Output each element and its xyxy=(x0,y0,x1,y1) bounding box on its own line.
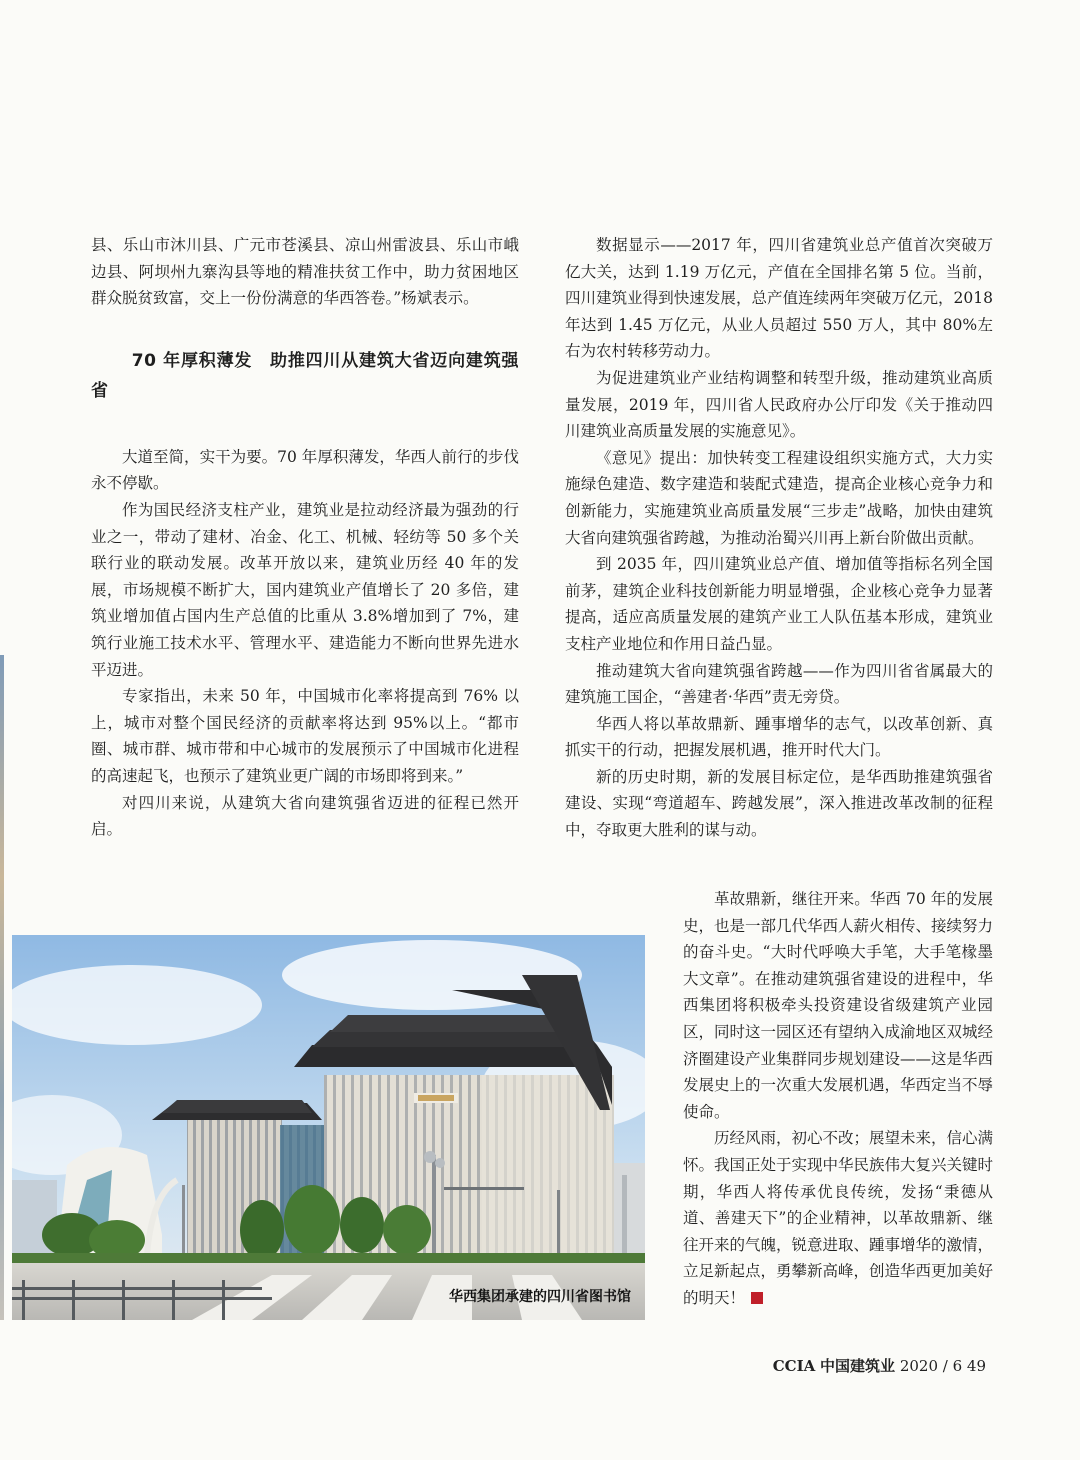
footer-brand: CCIA xyxy=(772,1357,816,1375)
paragraph: 新的历史时期，新的发展目标定位，是华西助推建筑强省建设、实现“弯道超车、跨越发展”，深入推进改革改制的征程中，夺取更大胜利的谋与动。 xyxy=(565,767,993,840)
footer-magazine-name: 中国建筑业 xyxy=(820,1357,896,1375)
paragraph: 对四川来说，从建筑大省向建筑强省迈进的征程已然开启。 xyxy=(91,793,519,839)
paragraph-continued: 县、乐山市沐川县、广元市苍溪县、凉山州雷波县、乐山市峨边县、阿坝州九寨沟县等地的精准扶贫工作中，助力贫困地区群众脱贫致富，交上一份份满意的华西答卷。”杨斌表示。 xyxy=(91,236,519,308)
footer-issue: 2020 / 6 xyxy=(899,1357,963,1375)
page-footer xyxy=(773,1355,986,1376)
paragraph: 到 2035 年，四川建筑业总产值、增加值等指标名列全国前茅，建筑企业科技创新能力明显增强，企业核心竞争力显著提高，适应高质量发展的建筑产业工人队伍基本形成，建筑业支柱产业地位和作用日益凸显。 xyxy=(565,555,993,653)
paragraph: 革故鼎新，继往开来。华西 70 年的发展史，也是一部几代华西人薪火相传、接续努力的奋斗史。“大时代呼唤大手笔，大手笔椽墨大文章”。在推动建筑强省建设的进程中，华西集团将积极牵头投资建设省级建筑产业园区，同时这一园区还有望纳入成渝地区双城经济圈建设产业集群同步规划建设——这是华西发展史上的一次重大发展机遇，华西定当不辱使命。 xyxy=(683,890,994,1121)
paragraph: 华西人将以革故鼎新、踵事增华的志气，以改革创新、真抓实干的行动，把握发展机遇，推开时代大门。 xyxy=(565,714,993,760)
section-heading: 70 年厚积薄发 助推四川从建筑大省迈向建筑强省 xyxy=(91,350,519,401)
library-photo xyxy=(12,935,645,1320)
paragraph: 推动建筑大省向建筑强省跨越——作为四川省省属最大的建筑施工国企，“善建者·华西”责无旁贷。 xyxy=(565,661,993,707)
right-column-bottom xyxy=(683,886,993,1312)
paragraph: 《意见》提出：加快转变工程建设组织实施方式，大力实施绿色建造、数字建造和装配式建造，提高企业核心竞争力和创新能力，实施建筑业高质量发展“三步走”战略，加快由建筑大省向建筑强省跨越，为推动治蜀兴川再上新台阶做出贡献。 xyxy=(565,448,993,547)
photo-caption: 华西集团承建的四川省图书馆 xyxy=(449,1289,631,1305)
paragraph-final-text: 历经风雨，初心不改；展望未来，信心满怀。我国正处于实现中华民族伟大复兴关键时期，华西人将传承优良传统，发扬“秉德从道、善建天下”的企业精神，以革故鼎新、继往开来的气魄，锐意进取、踵事增华的激情，立足新起点，勇攀新高峰，创造华西更加美好的明天！ xyxy=(683,1129,994,1307)
paragraph: 专家指出，未来 50 年，中国城市化率将提高到 76% 以上，城市对整个国民经济的贡献率将达到 95%以上。“都市圈、城市群、城市带和中心城市的发展预示了中国城市化进程的高速起飞，也预示了建筑业更广阔的市场即将到来。” xyxy=(91,687,519,785)
paragraph: 为促进建筑业产业结构调整和转型升级，推动建筑业高质量发展，2019 年，四川省人民政府办公厅印发《关于推动四川建筑业高质量发展的实施意见》。 xyxy=(565,368,993,441)
end-of-article-mark xyxy=(751,1292,763,1304)
paragraph-final xyxy=(683,1125,993,1311)
page-number: 49 xyxy=(966,1357,986,1375)
paragraph: 数据显示——2017 年，四川省建筑业总产值首次突破万亿大关，达到 1.19 万亿元，产值在全国排名第 5 位。当前，四川建筑业得到快速发展，总产值连续两年突破万亿元，2018 年达到 1.45 万亿元，从业人员超过 550 万人，其中 80%左右为农村转移劳动力。 xyxy=(565,236,993,361)
paragraph: 作为国民经济支柱产业，建筑业是拉动经济最为强劲的行业之一，带动了建材、冶金、化工、机械、轻纺等 50 多个关联行业的联动发展。改革开放以来，建筑业历经 40 年的发展，市场规模不断扩大，国内建筑业产值增长了 20 多倍，建筑业增加值占国内生产总值的比重从 3.8%增加到了 7%，建筑行业施工技术水平、管理水平、建造能力不断向世界先进水平迈进。 xyxy=(91,500,519,679)
adjacent-page-photo-edge xyxy=(0,655,4,1320)
left-column xyxy=(91,232,519,843)
paragraph: 大道至简，实干为要。70 年厚积薄发，华西人前行的步伐永不停歇。 xyxy=(91,447,519,493)
right-column xyxy=(565,232,993,844)
